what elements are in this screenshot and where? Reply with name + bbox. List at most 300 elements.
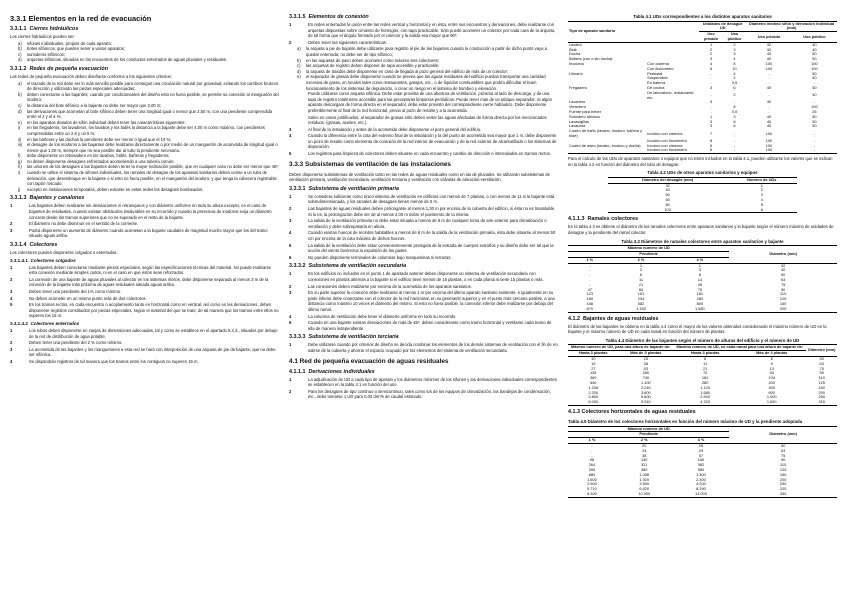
table-cell: 100 [608,208,727,213]
table-cell: Lavabo [569,41,582,47]
list-d1 [289,377,558,400]
table-cell: 40 [665,187,670,193]
table-cell: 130 [640,457,648,463]
table-cell: 12.000 [673,492,730,497]
table-cell: Cuarto de baño (lavabo, inodoro, bañera y bidé) [569,128,643,138]
table-4-1 [568,21,837,155]
table-cell: 1 [639,262,643,268]
table-cell: - [733,137,736,143]
table-cell: 1.208 [588,384,599,390]
table-cell: 27 [591,365,596,371]
paragraph-text: No deben acometer en un mismo punto más de dos colectores. [29,295,147,301]
table-cell: 9.240 [618,400,673,405]
table-cell: 125 [779,466,787,472]
table-cell: 8 [698,272,701,278]
table-cell: 1 [709,113,713,119]
paragraph-text: En redes enterradas la unión entre las redes vertical y horizontal y en ésta, entre sus encuentros y derivaciones, debe realizarse con arquetas dispuestas sobre cimiento de hormigón, con tapa practicable. Sólo puede acometer un colector por cada cara de la arqueta, de tal forma que el ángulo formado por el colector y la salida sea mayor que 90º. [308,22,556,39]
table-cell: 96 [589,457,595,463]
table-cell: 3 [760,192,763,198]
list-marker: d) [18,108,22,114]
subsection-heading: 3.3.1.2 Redes de pequeña evacuación [10,65,108,72]
table-cell: 280 [696,296,704,302]
table-cell: 19 [591,360,596,366]
table-cell: 4 [733,70,736,76]
table-cell: 134 [768,375,775,381]
subsubsection-heading: 3.3.1.4.1 Colectores colgados [10,257,76,263]
list-marker: c) [18,51,22,57]
list-s41 [10,265,279,319]
table-cell: 160 [818,384,825,390]
table-cell: 3 [709,84,713,90]
list-s42 [10,328,279,365]
table-cell: 32 [665,182,670,188]
list-v3 [289,342,558,353]
table-cell: 234 [637,296,645,302]
table-cell: - [733,142,736,148]
table-cell: 80 [665,201,670,207]
table-cell: 110 [818,375,825,381]
numbered-paragraph [289,22,558,39]
subsection-heading: 4.1.1.3 Ramales colectores [568,216,639,223]
numbered-paragraph [289,271,558,282]
table-cell: 3 [709,99,713,105]
paragraph-text: en las arquetas de paso deben acometer como máximo tres colectores; [306,57,439,63]
table-cell: - [591,442,593,448]
paragraph-text: no deben disponerse desagües enfrentados acometiendo a una tubería común; [27,158,175,164]
table-cell: - [710,92,712,98]
table-cell: 3 [709,118,713,124]
column-header: Diámetro del desagüe (mm) [608,177,727,183]
paragraph-number: 1 [289,193,292,199]
table-cell: 4 [760,197,763,203]
numbered-paragraph [10,289,279,295]
table-cell: 2.300 [696,476,706,482]
numbered-paragraph [289,284,558,290]
list-marker: i) [18,125,21,131]
table-cell: 160 [697,457,705,463]
subsection-heading: 3.3.1.1 Cierres hidráulicos [10,26,79,32]
table-cell: 582 [637,301,645,307]
table-cell: 50 [665,192,670,198]
table-cell: - [768,80,770,86]
table-cell: 8 [733,104,736,110]
table-cell: 40 [812,41,817,47]
table-cell: 1.920 [639,476,650,482]
table-cell: 3.800 [588,394,599,400]
table-cell: - [768,70,770,76]
table-cell: - [813,80,816,86]
paragraph-text: En los tramos rectos, en cada encuentro o acoplamiento tanto en horizontal como en vertical, así como en las derivaciones, deben disponerse registros constituidos por piezas especiales, según el material del que se trate, de tal manera que los tramos entre ellos no superen los 15 m. [29,302,279,319]
paragraph-number: 2 [289,39,292,45]
paragraph-number: 2 [289,388,292,394]
table-cell: - [710,108,712,114]
table-4-2 [608,177,796,214]
table-cell: - [589,267,591,273]
column-header: Número de UDs [727,177,797,183]
numbered-paragraph [289,218,558,229]
paragraph-text: La columna de ventilación debe tener el diámetro uniforme en todo su recorrido. [308,313,457,319]
numbered-paragraph [289,133,558,150]
paragraph-text: Al final de la instalación y antes de la acometida debe disponerse el pozo general del edificio. [308,126,482,132]
column-header: Máximo número de UD, para una altura de bajante de: [568,345,673,351]
table-cell: 29 [698,447,704,453]
table-cell: 8.300 [568,492,616,497]
list-v1 [289,194,558,261]
table-cell: Urinario [569,70,583,76]
list-marker: c) [297,63,301,69]
table-cell: 360 [589,375,597,381]
list-marker: i) [18,170,21,176]
table-cell: - [733,130,736,136]
table-cell: 1.300 [696,471,706,477]
paragraph-number: 2 [289,283,292,289]
column-header: Uso público [792,32,837,43]
table-cell [568,148,646,153]
table-cell: 1.680 [700,389,710,395]
subsection-heading: 4.1.3 Colectores horizontales de aguas residuales [568,408,696,415]
table-cell: - [813,142,816,148]
table-cell: - [768,108,770,114]
table-cell: 160 [779,301,787,307]
table-cell: De laboratorio, restaurante, etc. [647,89,695,100]
list-marker: e) [18,119,22,125]
paragraph-text: sifones individuales, propios de cada aparato; [27,40,112,46]
table-cell: 1.100 [640,379,651,385]
table-cell: 1.150 [612,307,671,312]
paragraph-number: 1 [289,376,292,382]
table-cell: 180 [586,296,594,302]
table-cell: 7 [709,130,713,136]
table-cell: 40 [812,75,817,81]
paragraph-text: La conexión de una bajante de aguas pluviales al colector en los sistemas mixtos, debe disponerse separada al menos 3 m de la conexión de la bajante más próxima de aguas residuales situada aguas arriba. [29,276,269,288]
paragraph-number: 3 [289,290,292,296]
table-cell: 75 [780,452,786,458]
paragraph-number: 4 [289,133,292,139]
table-cell: - [710,70,712,76]
paragraph-text: Deben tener una pendiente del 2 % como mínimo. [29,340,123,346]
table-cell: - [733,99,736,105]
numbered-paragraph [10,328,279,339]
table-cell: - [723,148,746,153]
list-item [10,109,279,120]
list-marker: iii) [18,142,23,148]
table-cell: 400 [768,384,775,390]
column-2 [289,14,558,600]
table-cell: 3 [709,123,713,129]
table-cell: 50 [812,118,817,124]
table-cell: 3,5 [731,80,738,86]
table-cell: 25 [812,108,817,114]
table-cell: 1 [709,41,713,47]
table-cell: 5.600 [640,394,651,400]
subsection-heading: 3.3.1.3 Bajantes y canalones [10,195,85,202]
table-cell: - [589,277,591,283]
table-cell: 75 [780,281,786,287]
numbered-paragraph [289,377,558,388]
table-cell: 6 [733,118,736,124]
table-cell: 870 [568,307,612,312]
numbered-paragraph [289,389,558,400]
paragraph: Las redes de pequeña evacuación deben diseñarse conforme a los siguientes criterios: [10,73,172,79]
list-marker: j) [18,186,21,192]
paragraph-text: Para los desagües de tipo continuo o semicontinuo, tales como los de los equipos de climatización, las bandejas de condensación, etc., debe tomarse 1 UD para 0,03 dm³/s de caudal estimado. [308,388,551,400]
list-v2 [289,271,558,331]
table-cell: 40 [766,56,772,62]
paragraph-text: botes sifónicos, que pueden servir a varios aparatos; [27,46,125,52]
list-s5-items [289,46,558,91]
column-header: Máximo número de UD [568,426,729,432]
subsection-heading: 3.3.3.2 Subsistema de ventilación secundaria [289,263,407,270]
paragraph-number [289,91,305,113]
subsection-heading: 3.3.1.4 Colectores [10,242,58,248]
table-cell: Con cisterna [647,60,669,66]
table-cell: 40 [766,51,772,57]
table-cell: Pedestal [647,70,663,76]
table-cell: 5.710 [587,486,597,492]
table-cell: Vertedero [569,104,586,110]
table-cell: 90 [819,370,824,376]
table-cell: Inodoro con fluxómetro [647,137,687,143]
paragraph-number: 1 [10,203,13,209]
table-cell: 53 [643,365,648,371]
table-cell: 135 [589,370,597,376]
paragraph-text: Cuando existan huecos de recintos habitables a menos de 6 m de la salida de la ventilación primaria, ésta debe situarse al menos 50 cm por encima de la cota máxima de dichos huecos. [308,230,556,241]
table-cell: 6 [639,272,643,278]
table-cell: 200 [768,379,775,385]
table-cell: Cuarto de aseo (lavabo, inodoro y ducha) [569,142,641,148]
table-cell: 2 [760,187,763,193]
paragraph-number: 3 [10,288,13,294]
table-cell: 600 [768,389,775,395]
column-header: Uso privado [699,32,723,43]
numbered-paragraph [10,265,279,276]
table-cell: En batería [647,80,666,86]
table-cell: 280 [642,370,650,376]
table-cell: 100 [811,104,818,110]
table-cell: 110 [780,291,787,297]
numbered-paragraph [289,314,558,320]
table-cell: 50 [812,51,817,57]
table-cell: 2.500 [700,394,710,400]
table-cell: Inodoros [569,60,585,66]
table-cell: - [768,104,770,110]
table-row [568,91,837,101]
list-marker: b) [297,57,301,63]
table-cell: 50 [780,442,786,448]
table-cell: 11 [703,360,708,366]
paragraph-text: la distancia del bote sifónico a la bajante no debe ser mayor que 2,00 m; [27,102,162,108]
table-row [608,208,796,213]
table-cell: 24 [642,447,647,453]
table-cell: 38 [642,452,647,458]
table-cell: 21 [638,281,644,287]
table-cell: 1.650 [737,400,806,405]
column-header: 1 % [568,257,612,263]
table-cell: 151 [637,291,645,297]
table-row [568,400,837,405]
paragraph-text: en los fregaderos, los lavaderos, los lavabos y los bidés la distancia a la bajante debe ser 4,00 m como máximo, con pendientes comprendidas entre un 2,5 y un 5 %; [27,125,265,136]
paragraph-number: 2 [289,206,292,212]
paragraph-number: 1 [289,22,292,27]
table-cell: 40 [812,46,817,52]
table-cell: 1 [698,262,701,268]
table-cell: 100 [811,60,818,66]
table-cell: 250 [779,481,787,487]
table-cell: 63 [780,277,786,283]
paragraph-text: deben conectarse a las bajantes; cuando por condicionantes del diseño esto no fuera posible, se permite su conexión al manguetón del inodoro; [27,91,279,103]
table-cell: 50 [812,123,817,129]
column-header: Hasta 3 plantas [673,351,737,357]
table-cell: 40 [766,113,772,119]
paragraph-text: La salida de la ventilación debe estar convenientemente protegida de la entrada de cuerpos extraños y su diseño debe ser tal que la acción del viento favorezca la expulsión de los gases. [308,242,554,254]
paragraph-text: cuando se utilice el sistema de sifones individuales, los ramales de desagüe de los aparatos sanitarios deben unirse a un tubo de derivación, que desemboque en la bajante o si esto no fuera posible, en el manguetón del inodoro, y que tenga la cabecera registrable con tapón roscado; [27,170,277,187]
paragraph-text: la arqueta de trasdós debe disponerse en caso de llegada al pozo general del edificio de más de un colector; [306,68,509,74]
paragraph-text: En su parte superior la conexión debe realizarse al menos 1 m por encima del último aparato sanitario existente, e igualmente en su parte inferior debe conectarse con el colector de la red horizontal, en su generatriz superior y en el punto más cercano posible, a una distancia como máximo 10 veces el diámetro del mismo. Si esto no fuera posible, la conexión inferior debe realizarse por debajo del último ramal. [308,290,555,312]
numbered-paragraph [289,40,558,46]
table-cell: 10.000 [616,492,673,497]
paragraph-number: 1 [10,327,13,333]
paragraph-text: Cuando en una bajante existan desviaciones de más de 45º, deben considerarse como tramo horizontal y ventilarse cada tramo de ella de manera independiente. [308,320,552,331]
table-cell: - [710,75,712,81]
numbered-paragraph [289,194,558,205]
table-cell: 125 [779,296,787,302]
paragraph: Los cierres hidráulicos pueden ser: [10,34,75,39]
table-cell: 1.000 [766,394,777,400]
numbered-paragraph [10,302,279,319]
table-cell: 580 [697,466,705,472]
table-cell: 53 [769,370,774,376]
table-cell: 63 [780,447,786,453]
paragraph-number: 3 [10,346,13,352]
table-cell: 50 [812,70,817,76]
table-cell: 50 [812,56,817,62]
table-cell: Fuente para beber [569,108,602,114]
column-3 [568,14,837,600]
paragraph: Deben disponerse subsistemas de ventilación tanto en las redes de aguas residuales como en las de pluviales. Se utilizarán subsistemas de ventilación primaria, ventilación secundaria, ventilación terciaria y ventilación con válvulas de aireación-ventilación. [289,171,550,183]
table-cell: 2 [733,41,736,47]
table-cell: - [768,75,770,81]
table-4-5 [568,426,837,498]
paragraph-text: debe disponerse un rebosadero en los lavabos, bidés, bañeras y fregaderos; [27,153,170,159]
paragraph-number: 5 [289,320,292,326]
list-s5 [289,22,558,45]
table-row [568,129,837,139]
table-cell: 3 [733,113,736,119]
table-cell: 100 [746,148,792,153]
paragraph-text: Los registros para limpieza de colectores deben situarse en cada encuentro y cambio de dirección e intercalados en tramos rectos. [308,151,552,157]
numbered-paragraph [289,255,558,261]
section-title: 3.3.1 Elementos en la red de evacuación [10,14,152,23]
paragraph-number: 2 [10,221,13,227]
table-cell: 6 [770,355,773,361]
paragraph-number [289,115,305,126]
table-cell: 181 [696,291,704,297]
table-cell: Bidé [569,46,577,52]
table-cell: 438 [586,301,594,307]
paragraph-number: 4 [10,295,13,301]
table-cell: Fregadero [569,84,587,90]
table-row [568,492,837,497]
paragraph-number: 5 [10,302,13,308]
list-s3 [10,203,279,239]
paragraph: El diámetro de las bajantes se obtiene en la tabla 4.4 como el mayor de los valores obtenidos considerando el máximo número de UD en la bajante y el máximo número de UD en cada ramal en función del número de plantas. [568,323,827,335]
column-header: 2 % [616,438,673,444]
paragraph-text: La adjudicación de UD a cada tipo de aparato y los diámetros mínimos de los sifones y las derivaciones individuales correspondientes se establecen en la tabla 4.1 en función del uso. [308,376,557,388]
column-header: 4 % [670,257,729,263]
table-cell: 50 [812,113,817,119]
table-cell: 4.200 [696,481,706,487]
table-cell: - [589,262,591,268]
paragraph: En la tabla 4.3 se obtiene el diámetro de los ramales colectores entre aparatos sanitarios y la bajante según el número máximo de unidades de desagüe y la pendiente del ramal colector. [568,224,834,236]
table-cell: 6 [733,84,736,90]
table-cell: 800 [696,301,704,307]
table-cell: 6.000 [568,400,618,405]
table-cell: 2 [709,46,713,52]
table-cell: De cocina [647,84,665,90]
table-cell: 40 [766,84,772,90]
table-cell: 110 [780,462,787,468]
table-cell: 200 [818,389,825,395]
column-header: Diámetro (mm) [729,426,837,443]
table-cell: - [589,281,591,287]
table-cell: 382 [697,462,705,468]
table-cell: 8 [709,65,713,71]
list-s1 [10,41,279,63]
paragraph-number: 5 [289,242,292,248]
paragraph-text: Debe utilizarse cuando por criterios de diseño se decida combinar los elementos de los demás sistemas de ventilación con el fin de no salirse de la cubierta y ahorrar el espacio ocupado por los elementos del sistema de ventilación secundaria. [308,342,558,353]
column-header: Uso público [723,32,746,43]
list-marker: ii) [18,136,22,142]
list-marker: b) [18,46,22,52]
table-cell: 6 [704,355,707,361]
paragraph-number: 2 [10,276,13,282]
table-cell: 40 [766,99,772,105]
paragraph-number: 3 [10,227,13,233]
list-marker: h) [18,164,22,170]
column-header: Más de 3 plantas [737,351,806,357]
numbered-paragraph [289,243,558,254]
paragraph-number: 1 [10,264,13,270]
column-header: 4 % [673,438,730,444]
table-cell: 1.680 [670,307,729,312]
subsection-heading: 4.1.1.1 Derivaciones individuales [289,368,375,375]
list-marker: a) [18,40,22,46]
table-cell: 315 [779,486,787,492]
list-marker: c) [18,102,22,108]
numbered-paragraph [289,91,558,113]
table-4-4 [568,344,837,406]
column-header: Unidades de desagüe UD [699,21,746,32]
column-header: Tipo de aparato sanitario [568,21,699,42]
table-cell: 8 [709,137,713,143]
table-cell: 1.120 [700,384,710,390]
table-caption: Tabla 4.3 Diámetros de ramales colectores entre aparatos sanitarios y bajante [621,238,784,244]
table-cell: 50 [812,84,817,90]
subsubsection-heading: 3.3.1.4.2 Colectores enterrados [10,320,80,326]
table-cell: - [768,92,770,98]
subsection-heading: 3.3.1.5 Elementos de conexión [289,14,369,20]
table-cell: 70 [702,370,708,376]
table-cell: Lavadero [569,99,586,105]
paragraph-text: Cuando la diferencia entre la cota del extremo final de la instalación y la del punto de acometida sea mayor que 1 m, debe disponerse un pozo de resalto como elemento de conexión de la red interior de evacuación y de la red exterior de alcantarillado o los sistemas de depuración. [308,133,557,150]
numbered-paragraph [289,320,558,331]
paragraph-text: las arquetas de registro deben disponer de tapa accesible y practicable; [306,63,440,69]
paragraph-text: Los tubos deben disponerse en zanjas de dimensiones adecuadas, tal y como se establece en el apartado 5.4.3., situados por debajo de la red de distribución de agua potable. [29,327,278,339]
paragraph-text: Deben tener una pendiente del 1% como mínimo. [29,288,122,294]
table-cell: 100 [765,60,773,66]
table-cell: Inodoro con cisterna [647,142,683,148]
table-cell: Ducha [569,51,581,57]
